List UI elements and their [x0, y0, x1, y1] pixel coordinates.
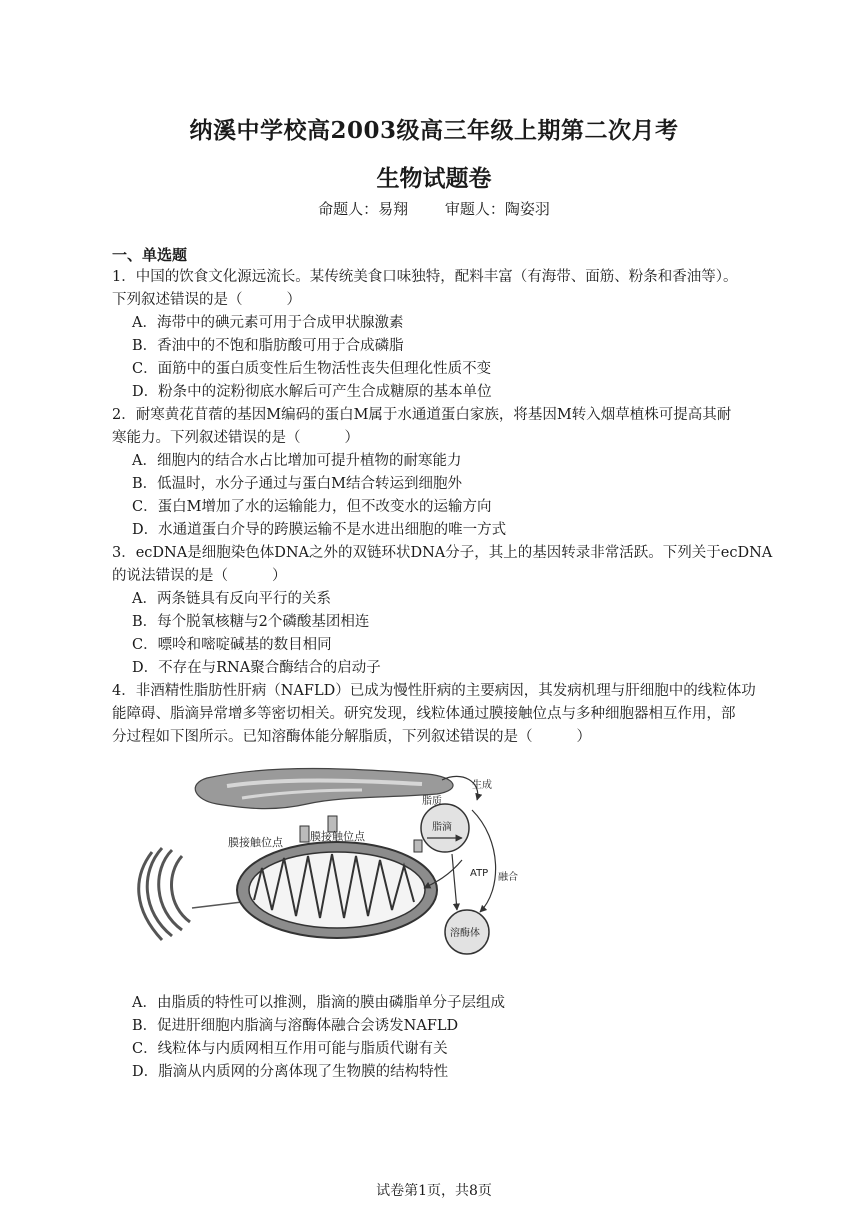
label-lysosome: 溶酶体: [450, 928, 480, 939]
label-lipid: 脂质: [422, 796, 442, 807]
page-footer: 试卷第1页，共8页: [376, 1183, 492, 1199]
question-4-option-b: B．促进肝细胞内脂滴与溶酶体融合会诱发NAFLD: [132, 1018, 459, 1034]
question-4-option-d: D．脂滴从内质网的分离体现了生物膜的结构特性: [132, 1064, 449, 1080]
reviewer-name: 审题人：陶姿羽: [444, 200, 550, 218]
question-3-option-d: D．不存在与RNA聚合酶结合的启动子: [132, 660, 381, 676]
label-fusion: 融合: [498, 872, 518, 883]
question-2-line-2: 寒能力。下列叙述错误的是（ ）: [112, 430, 359, 446]
label-lipid-droplet: 脂滴: [432, 822, 452, 833]
question-4-line-2: 能障碍、脂滴异常增多等密切相关。研究发现，线粒体通过膜接触位点与多种细胞器相互作用，部: [112, 706, 736, 722]
question-1-line-1: 1．中国的饮食文化源远流长。某传统美食口味独特，配料丰富（有海带、面筋、粉条和香油等）。: [112, 269, 738, 285]
question-3-line-1: 3．ecDNA是细胞染色体DNA之外的双链环状DNA分子，其上的基因转录非常活跃。下列关于ecDNA: [112, 545, 773, 561]
question-2-line-1: 2．耐寒黄花苜蓿的基因M编码的蛋白M属于水通道蛋白家族，将基因M转入烟草植株可提高其耐: [112, 407, 732, 423]
section-heading: 一、单选题: [112, 246, 188, 264]
label-generate: 生成: [472, 780, 492, 791]
author-info: [0, 198, 868, 219]
exam-title: 纳溪中学校高2003级高三年级上期第二次月考: [189, 117, 679, 144]
golgi-apparatus: [139, 848, 190, 940]
question-2-option-b: B．低温时，水分子通过与蛋白M结合转运到细胞外: [132, 476, 463, 492]
endoplasmic-reticulum: [195, 769, 453, 809]
label-contact-site-right: 膜接触位点: [310, 830, 365, 843]
question-1-option-d: D．粉条中的淀粉彻底水解后可产生合成糖原的基本单位: [132, 384, 492, 400]
question-2-option-a: A．细胞内的结合水占比增加可提升植物的耐寒能力: [132, 453, 462, 469]
question-3-option-c: C．嘌呤和嘧啶碱基的数目相同: [132, 637, 332, 653]
question-3-option-a: A．两条链具有反向平行的关系: [132, 591, 331, 607]
question-1-option-b: B．香油中的不饱和脂肪酸可用于合成磷脂: [132, 338, 404, 354]
exam-subtitle: 生物试题卷: [376, 165, 492, 192]
question-4-line-3: 分过程如下图所示。已知溶酶体能分解脂质，下列叙述错误的是（ ）: [112, 729, 591, 745]
label-contact-site-left: 膜接触位点: [228, 836, 283, 849]
author-name: 命题人：易翔: [318, 200, 409, 218]
question-4-line-1: 4．非酒精性脂肪性肝病（NAFLD）已成为慢性肝病的主要病因，其发病机理与肝细胞中的线粒体功: [112, 683, 756, 699]
label-atp: ATP: [470, 868, 489, 879]
question-1-option-a: A．海带中的碘元素可用于合成甲状腺激素: [132, 315, 404, 331]
question-4-option-a: A．由脂质的特性可以推测，脂滴的膜由磷脂单分子层组成: [132, 995, 505, 1011]
question-1-option-c: C．面筋中的蛋白质变性后生物活性丧失但理化性质不变: [132, 361, 492, 377]
question-3-line-2: 的说法错误的是（ ）: [112, 568, 287, 584]
question-2-option-d: D．水通道蛋白介导的跨膜运输不是水进出细胞的唯一方式: [132, 522, 507, 538]
question-3-option-b: B．每个脱氧核糖与2个磷酸基团相连: [132, 614, 370, 630]
question-1-line-2: 下列叙述错误的是（ ）: [112, 292, 301, 308]
organelle-diagram: [132, 760, 562, 960]
question-2-option-c: C．蛋白M增加了水的运输能力，但不改变水的运输方向: [132, 499, 492, 515]
question-4-option-c: C．线粒体与内质网相互作用可能与脂质代谢有关: [132, 1041, 448, 1057]
